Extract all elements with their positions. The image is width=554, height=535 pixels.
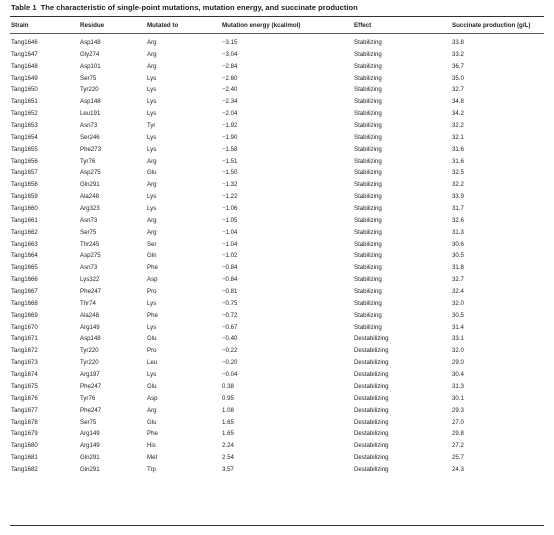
residue-cell: Arg149 [80,430,100,438]
table-row [0,405,554,417]
mutation-energy-cell: −2.84 [222,62,238,70]
mutation-energy-cell: −0.81 [222,288,238,296]
mutated-to-cell: Lys [147,205,157,213]
strain-cell: Tang1675 [11,382,38,390]
residue-cell: Asp148 [80,98,101,106]
table-row [0,345,554,357]
table-row [0,215,554,227]
residue-cell: Arg323 [80,205,100,213]
residue-cell: Arg149 [80,323,100,331]
effect-cell: Stabilizing [354,133,382,141]
mutated-to-cell: Glu [147,382,157,390]
strain-cell: Tang1659 [11,193,38,201]
column-header-residue: Residue [80,22,105,29]
strain-cell: Tang1677 [11,406,38,414]
mutation-energy-cell: −0.84 [222,276,238,284]
column-header-mutation-energy: Mutation energy (kcal/mol) [222,22,301,29]
strain-cell: Tang1667 [11,288,38,296]
residue-cell: Thr245 [80,240,100,248]
mutation-energy-cell: 1.65 [222,430,234,438]
succinate-cell: 32.7 [452,86,464,94]
table-row [0,428,554,440]
effect-cell: Stabilizing [354,240,382,248]
succinate-cell: 33.8 [452,39,464,46]
mutated-to-cell: Lys [147,98,157,106]
table-row [0,298,554,310]
mutated-to-cell: Lys [147,193,157,201]
table-row [0,73,554,85]
residue-cell: Tyr220 [80,359,99,367]
mutation-energy-cell: 3.57 [222,465,234,473]
strain-cell: Tang1682 [11,465,38,473]
column-header-strain: Strain [11,22,29,29]
mutation-energy-cell: 1.08 [222,406,234,414]
residue-cell: Asn73 [80,122,98,130]
strain-cell: Tang1673 [11,359,38,367]
mutated-to-cell: Arg [147,62,157,70]
succinate-cell: 35.0 [452,74,464,82]
effect-cell: Stabilizing [354,122,382,130]
mutated-to-cell: Lys [147,371,157,379]
succinate-cell: 32.4 [452,288,464,296]
effect-cell: Stabilizing [354,205,382,213]
effect-cell: Stabilizing [354,110,382,118]
table-caption [11,3,358,12]
mutation-energy-cell: −2.40 [222,86,238,94]
table-title: The characteristic of single-point mutations, mutation energy, and succinate production [40,3,358,12]
strain-cell: Tang1663 [11,240,38,248]
succinate-cell: 30.6 [452,240,464,248]
residue-cell: Ala248 [80,193,99,201]
succinate-cell: 34.2 [452,110,464,118]
top-rule [10,16,544,17]
table-row [0,84,554,96]
effect-cell: Destabilizing [354,406,389,414]
mutated-to-cell: Lys [147,299,157,307]
mutation-energy-cell: 0.38 [222,382,234,390]
succinate-cell: 32.2 [452,122,464,130]
effect-cell: Destabilizing [354,418,389,426]
header-rule [10,33,544,34]
succinate-cell: 33.1 [452,335,464,343]
residue-cell: Asn73 [80,216,98,224]
succinate-cell: 31.7 [452,205,464,213]
mutation-energy-cell: −1.04 [222,228,238,236]
strain-cell: Tang1672 [11,347,38,355]
effect-cell: Stabilizing [354,181,382,189]
table-row [0,417,554,429]
mutated-to-cell: Phe [147,430,158,438]
residue-cell: Tyr76 [80,157,96,165]
strain-cell: Tang1674 [11,371,38,379]
effect-cell: Stabilizing [354,276,382,284]
table-row [0,286,554,298]
residue-cell: Asp101 [80,62,101,70]
residue-cell: Tyr220 [80,347,99,355]
table-row [0,179,554,191]
strain-cell: Tang1657 [11,169,38,177]
effect-cell: Destabilizing [354,465,389,473]
strain-cell: Tang1647 [11,50,38,58]
succinate-cell: 32.5 [452,169,464,177]
residue-cell: Ser75 [80,418,97,426]
mutated-to-cell: Trp [147,465,156,473]
mutation-energy-cell: −0.67 [222,323,238,331]
table-row [0,191,554,203]
effect-cell: Destabilizing [354,382,389,390]
mutated-to-cell: Glu [147,418,157,426]
effect-cell: Stabilizing [354,311,382,319]
effect-cell: Stabilizing [354,157,382,165]
mutated-to-cell: Arg [147,50,157,58]
effect-cell: Stabilizing [354,145,382,153]
effect-cell: Destabilizing [354,454,389,462]
strain-cell: Tang1649 [11,74,38,82]
strain-cell: Tang1676 [11,394,38,402]
table-row [0,49,554,61]
strain-cell: Tang1651 [11,98,38,106]
effect-cell: Stabilizing [354,62,382,70]
table-row [0,156,554,168]
strain-cell: Tang1668 [11,299,38,307]
strain-cell: Tang1680 [11,442,38,450]
effect-cell: Stabilizing [354,323,382,331]
strain-cell: Tang1650 [11,86,38,94]
table-row [0,440,554,452]
strain-cell: Tang1661 [11,216,38,224]
strain-cell: Tang1646 [11,39,38,46]
mutated-to-cell: Lys [147,133,157,141]
table-row [0,322,554,334]
succinate-cell: 25.7 [452,454,464,462]
mutation-energy-cell: −0.20 [222,359,238,367]
succinate-cell: 33.9 [452,193,464,201]
effect-cell: Destabilizing [354,359,389,367]
effect-cell: Destabilizing [354,347,389,355]
residue-cell: Gln291 [80,181,100,189]
mutated-to-cell: Arg [147,39,157,46]
mutated-to-cell: Asp [147,276,158,284]
effect-cell: Stabilizing [354,98,382,106]
strain-cell: Tang1655 [11,145,38,153]
succinate-cell: 31.3 [452,382,464,390]
mutated-to-cell: Met [147,454,158,462]
mutation-energy-cell: −3.04 [222,50,238,58]
mutated-to-cell: Arg [147,181,157,189]
mutation-energy-cell: −0.84 [222,264,238,272]
mutation-energy-cell: 2.24 [222,442,234,450]
succinate-cell: 30.5 [452,252,464,260]
effect-cell: Stabilizing [354,169,382,177]
effect-cell: Stabilizing [354,74,382,82]
succinate-cell: 32.0 [452,347,464,355]
table-row [0,393,554,405]
succinate-cell: 36.7 [452,62,464,70]
strain-cell: Tang1653 [11,122,38,130]
table-row [0,381,554,393]
mutation-energy-cell: 0.95 [222,394,234,402]
mutation-energy-cell: −1.51 [222,157,238,165]
succinate-cell: 27.0 [452,418,464,426]
residue-cell: Phe247 [80,288,102,296]
table-row [0,274,554,286]
mutation-energy-cell: −1.90 [222,133,238,141]
table-row [0,108,554,120]
mutation-energy-cell: −2.04 [222,110,238,118]
table-row [0,96,554,108]
mutation-energy-cell: −0.72 [222,311,238,319]
effect-cell: Destabilizing [354,442,389,450]
mutated-to-cell: Lys [147,86,157,94]
table-row [0,452,554,464]
effect-cell: Stabilizing [354,39,382,46]
strain-cell: Tang1658 [11,181,38,189]
mutation-energy-cell: −1.92 [222,122,238,130]
effect-cell: Stabilizing [354,50,382,58]
mutated-to-cell: Gln [147,252,157,260]
table-row [0,37,554,49]
succinate-cell: 29.0 [452,359,464,367]
mutated-to-cell: Phe [147,264,158,272]
residue-cell: Lys322 [80,276,100,284]
strain-cell: Tang1652 [11,110,38,118]
mutated-to-cell: Leu [147,359,158,367]
table-row [0,464,554,476]
succinate-cell: 32.6 [452,216,464,224]
mutated-to-cell: Tyr [147,122,156,130]
effect-cell: Stabilizing [354,193,382,201]
effect-cell: Destabilizing [354,335,389,343]
mutation-energy-cell: −0.22 [222,347,238,355]
succinate-cell: 29.8 [452,430,464,438]
mutation-energy-cell: −0.40 [222,335,238,343]
table-row [0,61,554,73]
mutated-to-cell: Arg [147,157,157,165]
strain-cell: Tang1669 [11,311,38,319]
effect-cell: Stabilizing [354,252,382,260]
mutated-to-cell: Arg [147,406,157,414]
strain-cell: Tang1648 [11,62,38,70]
table-body [0,37,554,476]
residue-cell: Thr74 [80,299,96,307]
strain-cell: Tang1654 [11,133,38,141]
mutation-energy-cell: −0.04 [222,371,238,379]
table-row [0,203,554,215]
mutated-to-cell: Arg [147,228,157,236]
residue-cell: Gly274 [80,50,100,58]
strain-cell: Tang1660 [11,205,38,213]
succinate-cell: 31.6 [452,145,464,153]
mutation-energy-cell: −1.32 [222,181,238,189]
succinate-cell: 34.8 [452,98,464,106]
mutation-energy-cell: −1.05 [222,216,238,224]
effect-cell: Stabilizing [354,264,382,272]
effect-cell: Stabilizing [354,86,382,94]
mutated-to-cell: Phe [147,311,158,319]
effect-cell: Destabilizing [354,371,389,379]
residue-cell: Phe247 [80,382,102,390]
mutated-to-cell: His [147,442,156,450]
residue-cell: Asp148 [80,335,101,343]
table-row [0,333,554,345]
residue-cell: Ser75 [80,228,97,236]
table-row [0,227,554,239]
mutated-to-cell: Lys [147,323,157,331]
table-row [0,262,554,274]
strain-cell: Tang1670 [11,323,38,331]
succinate-cell: 31.4 [452,323,464,331]
strain-cell: Tang1671 [11,335,38,343]
table-row [0,167,554,179]
mutated-to-cell: Pro [147,347,157,355]
succinate-cell: 33.2 [452,50,464,58]
residue-cell: Asp148 [80,39,101,46]
mutation-energy-cell: 1.65 [222,418,234,426]
succinate-cell: 32.2 [452,181,464,189]
succinate-cell: 30.5 [452,311,464,319]
mutated-to-cell: Lys [147,110,157,118]
column-header-effect: Effect [354,22,372,29]
succinate-cell: 32.0 [452,299,464,307]
residue-cell: Gln291 [80,465,100,473]
mutated-to-cell: Glu [147,169,157,177]
strain-cell: Tang1665 [11,264,38,272]
mutation-energy-cell: −1.04 [222,240,238,248]
table-row [0,310,554,322]
succinate-cell: 27.2 [452,442,464,450]
residue-cell: Ser75 [80,74,97,82]
residue-cell: Asn73 [80,264,98,272]
mutation-energy-cell: −1.50 [222,169,238,177]
strain-cell: Tang1662 [11,228,38,236]
effect-cell: Stabilizing [354,216,382,224]
mutation-energy-cell: −1.22 [222,193,238,201]
table-row [0,357,554,369]
column-header-mutated-to: Mutated to [147,22,179,29]
mutated-to-cell: Arg [147,216,157,224]
residue-cell: Asp275 [80,169,101,177]
column-header-succinate-production: Succinate production (g/L) [452,22,531,29]
mutation-energy-cell: −1.02 [222,252,238,260]
residue-cell: Leu191 [80,110,101,118]
table-row [0,120,554,132]
table-row [0,369,554,381]
table-row [0,250,554,262]
succinate-cell: 31.3 [452,228,464,236]
residue-cell: Tyr76 [80,394,96,402]
succinate-cell: 32.7 [452,276,464,284]
strain-cell: Tang1664 [11,252,38,260]
strain-cell: Tang1656 [11,157,38,165]
residue-cell: Arg197 [80,371,100,379]
mutation-energy-cell: −1.58 [222,145,238,153]
effect-cell: Stabilizing [354,288,382,296]
effect-cell: Destabilizing [354,430,389,438]
mutated-to-cell: Lys [147,145,157,153]
succinate-cell: 31.6 [452,157,464,165]
residue-cell: Phe247 [80,406,102,414]
table-row [0,239,554,251]
residue-cell: Ser246 [80,133,100,141]
effect-cell: Stabilizing [354,299,382,307]
succinate-cell: 31.8 [452,264,464,272]
strain-cell: Tang1678 [11,418,38,426]
mutated-to-cell: Ser [147,240,157,248]
effect-cell: Destabilizing [354,394,389,402]
mutation-energy-cell: −2.60 [222,74,238,82]
residue-cell: Gln291 [80,454,100,462]
residue-cell: Ala248 [80,311,99,319]
mutated-to-cell: Glu [147,335,157,343]
table-row [0,144,554,156]
strain-cell: Tang1679 [11,430,38,438]
table-number: Table 1 [11,3,37,12]
strain-cell: Tang1666 [11,276,38,284]
mutated-to-cell: Lys [147,74,157,82]
mutation-energy-cell: −0.75 [222,299,238,307]
mutation-energy-cell: 2.54 [222,454,234,462]
residue-cell: Asp275 [80,252,101,260]
table-row [0,132,554,144]
succinate-cell: 32.1 [452,133,464,141]
bottom-rule [10,525,544,526]
mutation-energy-cell: −2.34 [222,98,238,106]
effect-cell: Stabilizing [354,228,382,236]
succinate-cell: 24.3 [452,465,464,473]
residue-cell: Arg149 [80,442,100,450]
strain-cell: Tang1681 [11,454,38,462]
mutation-energy-cell: −3.15 [222,39,238,46]
mutated-to-cell: Asp [147,394,158,402]
succinate-cell: 30.1 [452,394,464,402]
residue-cell: Tyr220 [80,86,99,94]
mutation-energy-cell: −1.06 [222,205,238,213]
succinate-cell: 29.3 [452,406,464,414]
succinate-cell: 30.4 [452,371,464,379]
residue-cell: Phe273 [80,145,102,153]
mutated-to-cell: Pro [147,288,157,296]
